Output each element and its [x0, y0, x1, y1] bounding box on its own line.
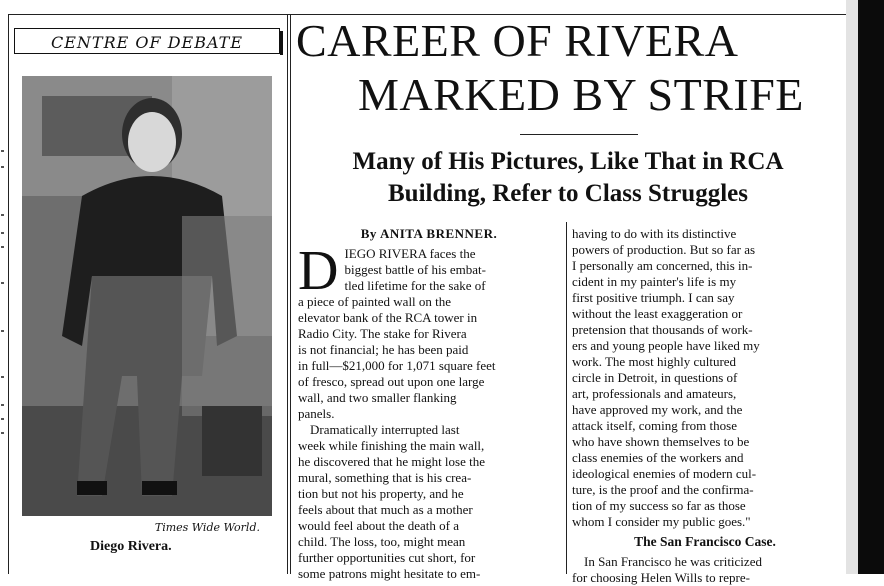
- text-line: class enemies of the workers and: [572, 450, 744, 465]
- subheadline: [296, 146, 840, 210]
- section-label: CENTRE OF DEBATE: [50, 33, 243, 52]
- column-rule-left: [8, 14, 9, 574]
- text-line: tled lifetime for the sake of: [344, 278, 486, 293]
- subheadline-line-2: Building, Refer to Class Struggles: [388, 180, 748, 207]
- text-line: whom I consider my public goes.": [572, 514, 751, 529]
- text-line: having to do with its distinctive: [572, 226, 737, 241]
- headline-line-2: MARKED BY STRIFE: [358, 69, 804, 120]
- drop-cap: D: [298, 240, 339, 302]
- photo-caption: Diego Rivera.: [90, 539, 172, 554]
- left-margin-marks: [0, 0, 8, 574]
- column-rule-main: [287, 14, 288, 574]
- text-line: biggest battle of his embat-: [344, 262, 486, 277]
- body-text-column-2-continued: [572, 554, 838, 586]
- text-line: circle in Detroit, in questions of: [572, 370, 738, 385]
- text-line: In San Francisco he was criticized: [584, 554, 762, 569]
- text-line: in full—$21,000 for 1,071 square feet: [298, 358, 496, 373]
- body-text-column-1: [298, 240, 560, 582]
- byline: By ANITA BRENNER.: [360, 226, 498, 241]
- body-text-column-2: [572, 226, 838, 530]
- text-line: child. The loss, too, might mean: [298, 534, 466, 549]
- section-label-box: [14, 28, 280, 54]
- text-line: further opportunities cut short, for: [298, 550, 476, 565]
- text-line: week while finishing the main wall,: [298, 438, 485, 453]
- text-line: is not financial; he has been paid: [298, 342, 469, 357]
- subheadline-line-1: Many of His Pictures, Like That in RCA: [352, 148, 784, 175]
- text-line: attack itself, coming from those: [572, 418, 737, 433]
- text-line: powers of production. But so far as: [572, 242, 756, 257]
- text-line: have approved my work, and the: [572, 402, 743, 417]
- body-column-1: [298, 226, 560, 582]
- text-line: art, professionals and amateurs,: [572, 386, 737, 401]
- column-rule-double: [290, 14, 291, 574]
- text-line: elevator bank of the RCA tower in: [298, 310, 478, 325]
- text-line: would feel about the death of a: [298, 518, 459, 533]
- text-line: ture, is the proof and the confirma-: [572, 482, 754, 497]
- text-line: ers and young people have liked my: [572, 338, 760, 353]
- text-line: he discovered that he might lose the: [298, 454, 486, 469]
- text-line: panels.: [298, 406, 335, 421]
- text-line: Dramatically interrupted last: [310, 422, 460, 437]
- text-line: pretension that thousands of work-: [572, 322, 753, 337]
- text-line: first positive triumph. I can say: [572, 290, 735, 305]
- text-line: who have shown themselves to be: [572, 434, 750, 449]
- text-line: I personally am concerned, this in-: [572, 258, 753, 273]
- text-line: ideological enemies of modern cul-: [572, 466, 757, 481]
- text-line: mural, something that is his crea-: [298, 470, 472, 485]
- text-line: work. The most highly cultured: [572, 354, 737, 369]
- section-subhead: The San Francisco Case.: [634, 534, 776, 549]
- headline-rule: [520, 134, 638, 135]
- text-line: cident in my painter's life is my: [572, 274, 737, 289]
- text-line: of fresco, spread out upon one large: [298, 374, 485, 389]
- text-line: feels about that much as a mother: [298, 502, 473, 517]
- body-column-2: [572, 226, 838, 586]
- headline-line-1: CAREER OF RIVERA: [296, 15, 739, 66]
- text-line: tion but not his property, and he: [298, 486, 464, 501]
- photo-credit: Times Wide World.: [154, 521, 260, 534]
- scan-border: [858, 0, 884, 574]
- column-rule-body: [566, 222, 567, 574]
- text-line: without the least exaggeration or: [572, 306, 743, 321]
- text-line: tion of my success so far as those: [572, 498, 746, 513]
- text-line: IEGO RIVERA faces the: [344, 246, 476, 261]
- text-line: Radio City. The stake for Rivera: [298, 326, 467, 341]
- text-line: a piece of painted wall on the: [298, 294, 452, 309]
- portrait-photo: [22, 76, 272, 516]
- text-line: some patrons might hesitate to em-: [298, 566, 481, 581]
- scan-edge: [846, 0, 858, 574]
- text-line: for choosing Helen Wills to repre-: [572, 570, 750, 585]
- text-line: wall, and two smaller flanking: [298, 390, 457, 405]
